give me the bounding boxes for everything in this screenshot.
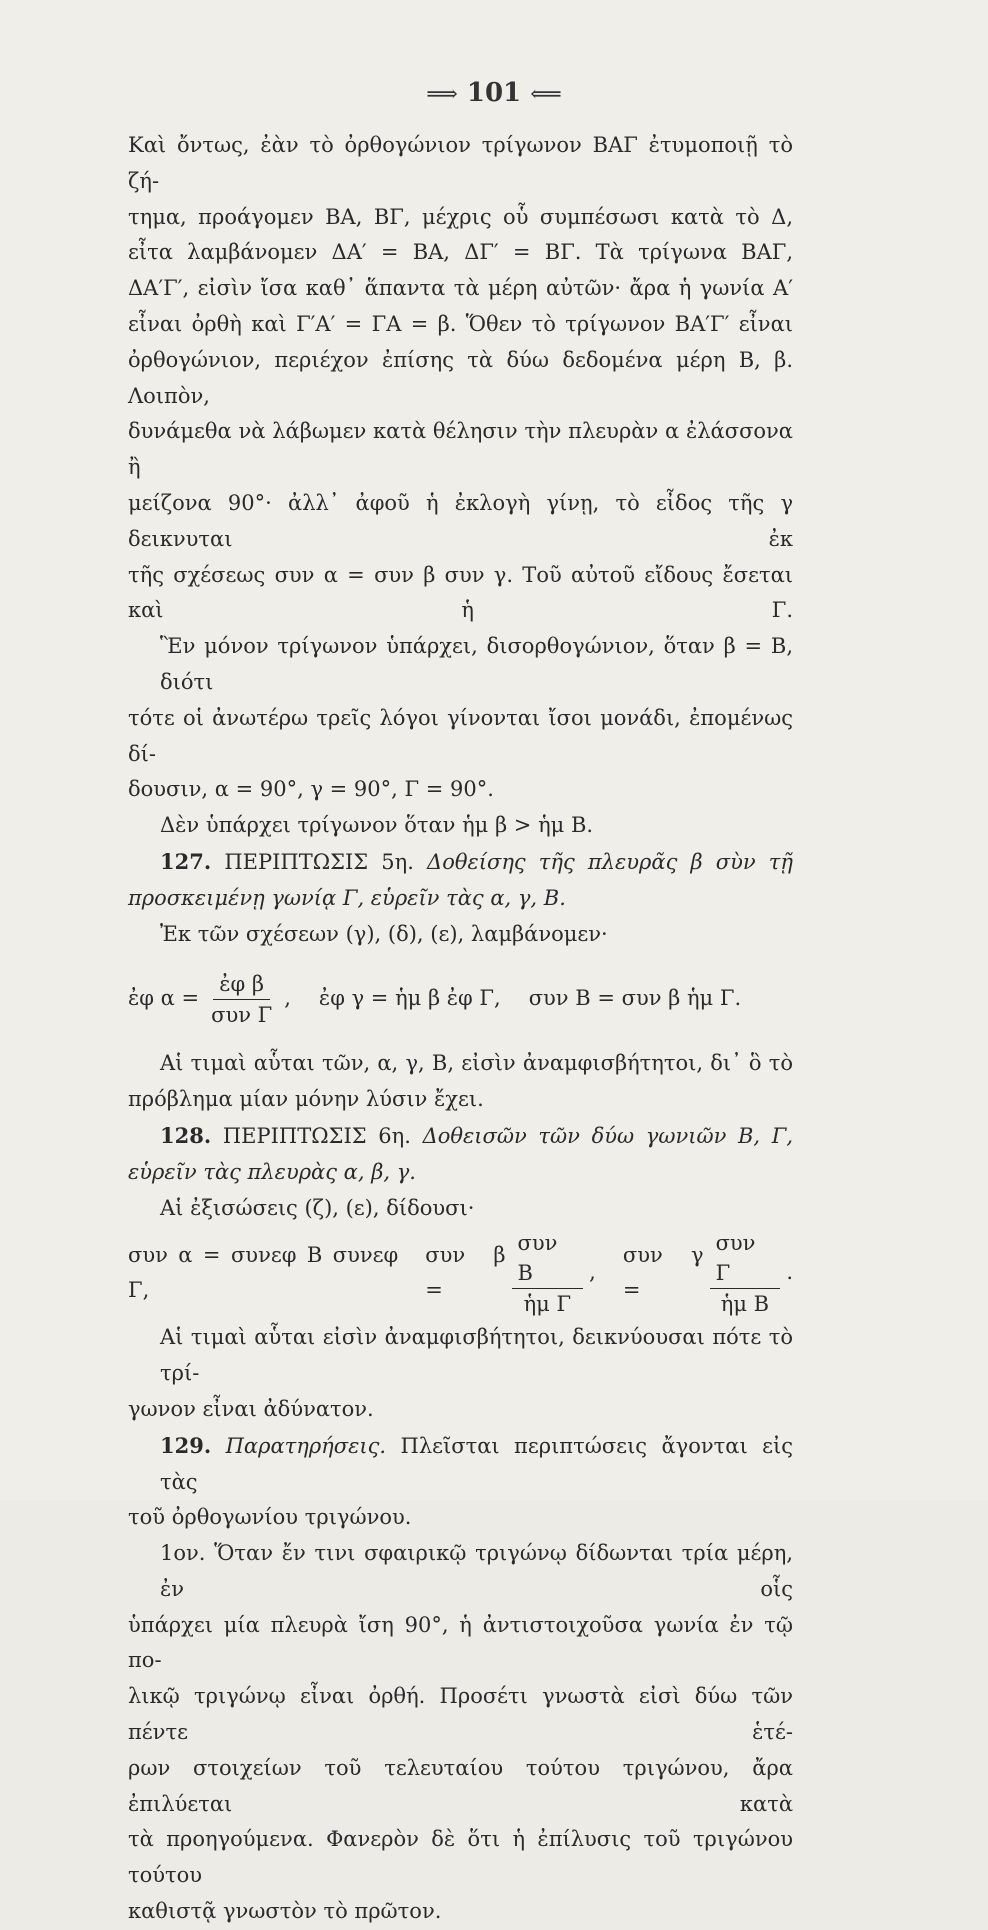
- section-statement: Πλεῖσται περιπτώσεις ἄγονται εἰς τὰς: [160, 1433, 793, 1494]
- section-title: ΠΕΡΙΠΤΩΣΙΣ 6η.: [222, 1123, 411, 1148]
- text-line-2: τημα, προάγομεν ΒΑ, ΒΓ, μέχρις οὗ συμπέσωσι κατὰ τὸ Δ,: [128, 204, 793, 229]
- text-line-1: Καὶ ὄντως, ἐὰν τὸ ὀρθογώνιον τρίγωνον ΒΑΓ ἐτυμοποιῇ τὸ ζή-: [128, 133, 793, 193]
- text-line-7: δυνάμεθα νὰ λάβωμεν κατὰ θέλησιν τὴν πλευρὰν α ἐλάσσονα ἢ: [128, 419, 793, 480]
- text-line-6: ὀρθογώνιον, περιέχον ἐπίσης τὰ δύω δεδομένα μέρη Β, β. Λοιπὸν,: [128, 347, 793, 408]
- text-line-23: γωνον εἶναι ἀδύνατον.: [128, 1396, 374, 1421]
- text-line-5: εἶναι ὀρθὴ καὶ Γ′Α′ = ΓΑ = β. Ὅθεν τὸ τρίγωνον ΒΑ′Γ′ εἶναι: [128, 311, 793, 336]
- fraction-numerator: ἐφ β: [213, 969, 270, 1000]
- section-statement: Δοθεισῶν τῶν δύω γωνιῶν Β, Γ,: [422, 1123, 794, 1148]
- page-header: [0, 78, 988, 108]
- text-line-16: Ἐκ τῶν σχέσεων (γ), (δ), (ε), λαμβάνομεν·: [160, 921, 608, 946]
- formula-term: συν γ =: [622, 1242, 704, 1303]
- text-line-18: πρόβλημα μίαν μόνην λύσιν ἔχει.: [128, 1087, 484, 1112]
- text-line-26: 1ον. Ὅταν ἔν τινι σφαιρικῷ τριγώνῳ δίδωνται τρία μέρη, ἐν οἷς: [160, 1541, 793, 1601]
- section-title: Παρατηρήσεις.: [225, 1433, 387, 1458]
- section-title: ΠΕΡΙΠΤΩΣΙΣ 5η.: [224, 849, 414, 874]
- formula-128: [128, 1228, 793, 1318]
- section-number: 128.: [160, 1122, 212, 1148]
- section-127-heading: [128, 844, 793, 881]
- section-statement: Δοθείσης τῆς πλευρᾶς β σὺν τῇ: [427, 849, 793, 874]
- section-number: 127.: [160, 848, 212, 874]
- formula-127: [128, 954, 793, 1044]
- text-line-29: ρων στοιχείων τοῦ τελευταίου τούτου τριγώνου, ἄρα ἐπιλύεται κατὰ: [128, 1755, 793, 1816]
- text-line-13: Δὲν ὑπάρχει τρίγωνον ὅταν ἡμ β > ἡμ Β.: [160, 813, 594, 838]
- page-number: 101: [466, 78, 522, 108]
- text-line-3: εἶτα λαμβάνομεν ΔΑ′ = ΒΑ, ΔΓ′ = ΒΓ. Τὰ τρίγωνα ΒΑΓ,: [128, 240, 793, 265]
- right-ornament: ⟸: [530, 82, 562, 107]
- text-line-31: καθιστᾷ γνωστὸν τὸ πρῶτον.: [128, 1899, 442, 1924]
- text-line-9: τῆς σχέσεως συν α = συν β συν γ. Τοῦ αὐτοῦ εἴδους ἔσεται καὶ ἡ Γ.: [128, 562, 793, 623]
- fraction: [205, 969, 278, 1030]
- fraction-numerator: συν Γ: [710, 1228, 781, 1289]
- text-line-15: προσκειμένῃ γωνίᾳ Γ, εὑρεῖν τὰς α, γ, Β.: [128, 885, 566, 910]
- text-line-8: μείζονα 90°· ἀλλ᾽ ἀφοῦ ἡ ἐκλογὴ γίνῃ, τὸ εἶδος τῆς γ δεικνυται ἐκ: [128, 490, 793, 551]
- formula-term: συν α = συνεφ Β συνεφ Γ,: [128, 1242, 399, 1303]
- text-line-27: ὑπάρχει μία πλευρὰ ἴση 90°, ἡ ἀντιστοιχοῦσα γωνία ἐν τῷ πο-: [128, 1612, 793, 1673]
- formula-separator: ,: [284, 986, 291, 1011]
- text-line-17: Αἱ τιμαὶ αὗται τῶν, α, γ, Β, εἰσὶν ἀναμφισβήτητοι, δι᾽ ὃ τὸ: [160, 1051, 793, 1076]
- fraction-denominator: ἡμ Γ: [523, 1291, 572, 1316]
- fraction: [512, 1228, 584, 1319]
- text-line-10: Ἓν μόνον τρίγωνον ὑπάρχει, δισορθογώνιον, ὅταν β = Β, διότι: [160, 634, 793, 694]
- formula-term: συν Β = συν β ἡμ Γ.: [528, 986, 742, 1011]
- text-line-20: εὑρεῖν τὰς πλευρὰς α, β, γ.: [128, 1159, 416, 1184]
- text-line-21: Αἱ ἐξισώσεις (ζ), (ε), δίδουσι·: [160, 1195, 475, 1220]
- formula-term: ἐφ α =: [128, 986, 200, 1011]
- text-line-11: τότε οἱ ἀνωτέρω τρεῖς λόγοι γίνονται ἴσοι μονάδι, ἐπομένως δί-: [128, 705, 793, 766]
- text-line-30: τὰ προηγούμενα. Φανερὸν δὲ ὅτι ἡ ἐπίλυσις τοῦ τριγώνου τούτου: [128, 1827, 793, 1888]
- formula-separator: .: [786, 1260, 793, 1285]
- section-number: 129.: [160, 1432, 212, 1458]
- text-line-4: ΔΑ′Γ′, εἰσὶν ἴσα καθ᾽ ἅπαντα τὰ μέρη αὐτῶν· ἄρα ἡ γωνία Α′: [128, 276, 793, 301]
- fraction-numerator: συν Β: [512, 1228, 584, 1289]
- fraction-denominator: ἡμ Β: [720, 1291, 770, 1316]
- left-ornament: ⟹: [426, 82, 458, 107]
- text-line-12: δουσιν, α = 90°, γ = 90°, Γ = 90°.: [128, 777, 494, 802]
- section-128-heading: [128, 1118, 793, 1155]
- fraction-denominator: συν Γ: [211, 1002, 273, 1027]
- fraction: [710, 1228, 781, 1319]
- text-line-28: λικῷ τριγώνῳ εἶναι ὀρθή. Προσέτι γνωστὰ εἰσὶ δύω τῶν πέντε ἑτέ-: [128, 1684, 793, 1745]
- formula-separator: ,: [589, 1260, 596, 1285]
- section-129-heading: [128, 1428, 793, 1501]
- formula-term: συν β =: [425, 1242, 506, 1303]
- page-body: [128, 128, 793, 1930]
- text-line-22: Αἱ τιμαὶ αὗται εἰσὶν ἀναμφισβήτητοι, δεικνύουσαι πότε τὸ τρί-: [160, 1325, 793, 1386]
- text-line-25: τοῦ ὀρθογωνίου τριγώνου.: [128, 1505, 412, 1530]
- formula-term: ἐφ γ = ἡμ β ἐφ Γ,: [318, 986, 501, 1011]
